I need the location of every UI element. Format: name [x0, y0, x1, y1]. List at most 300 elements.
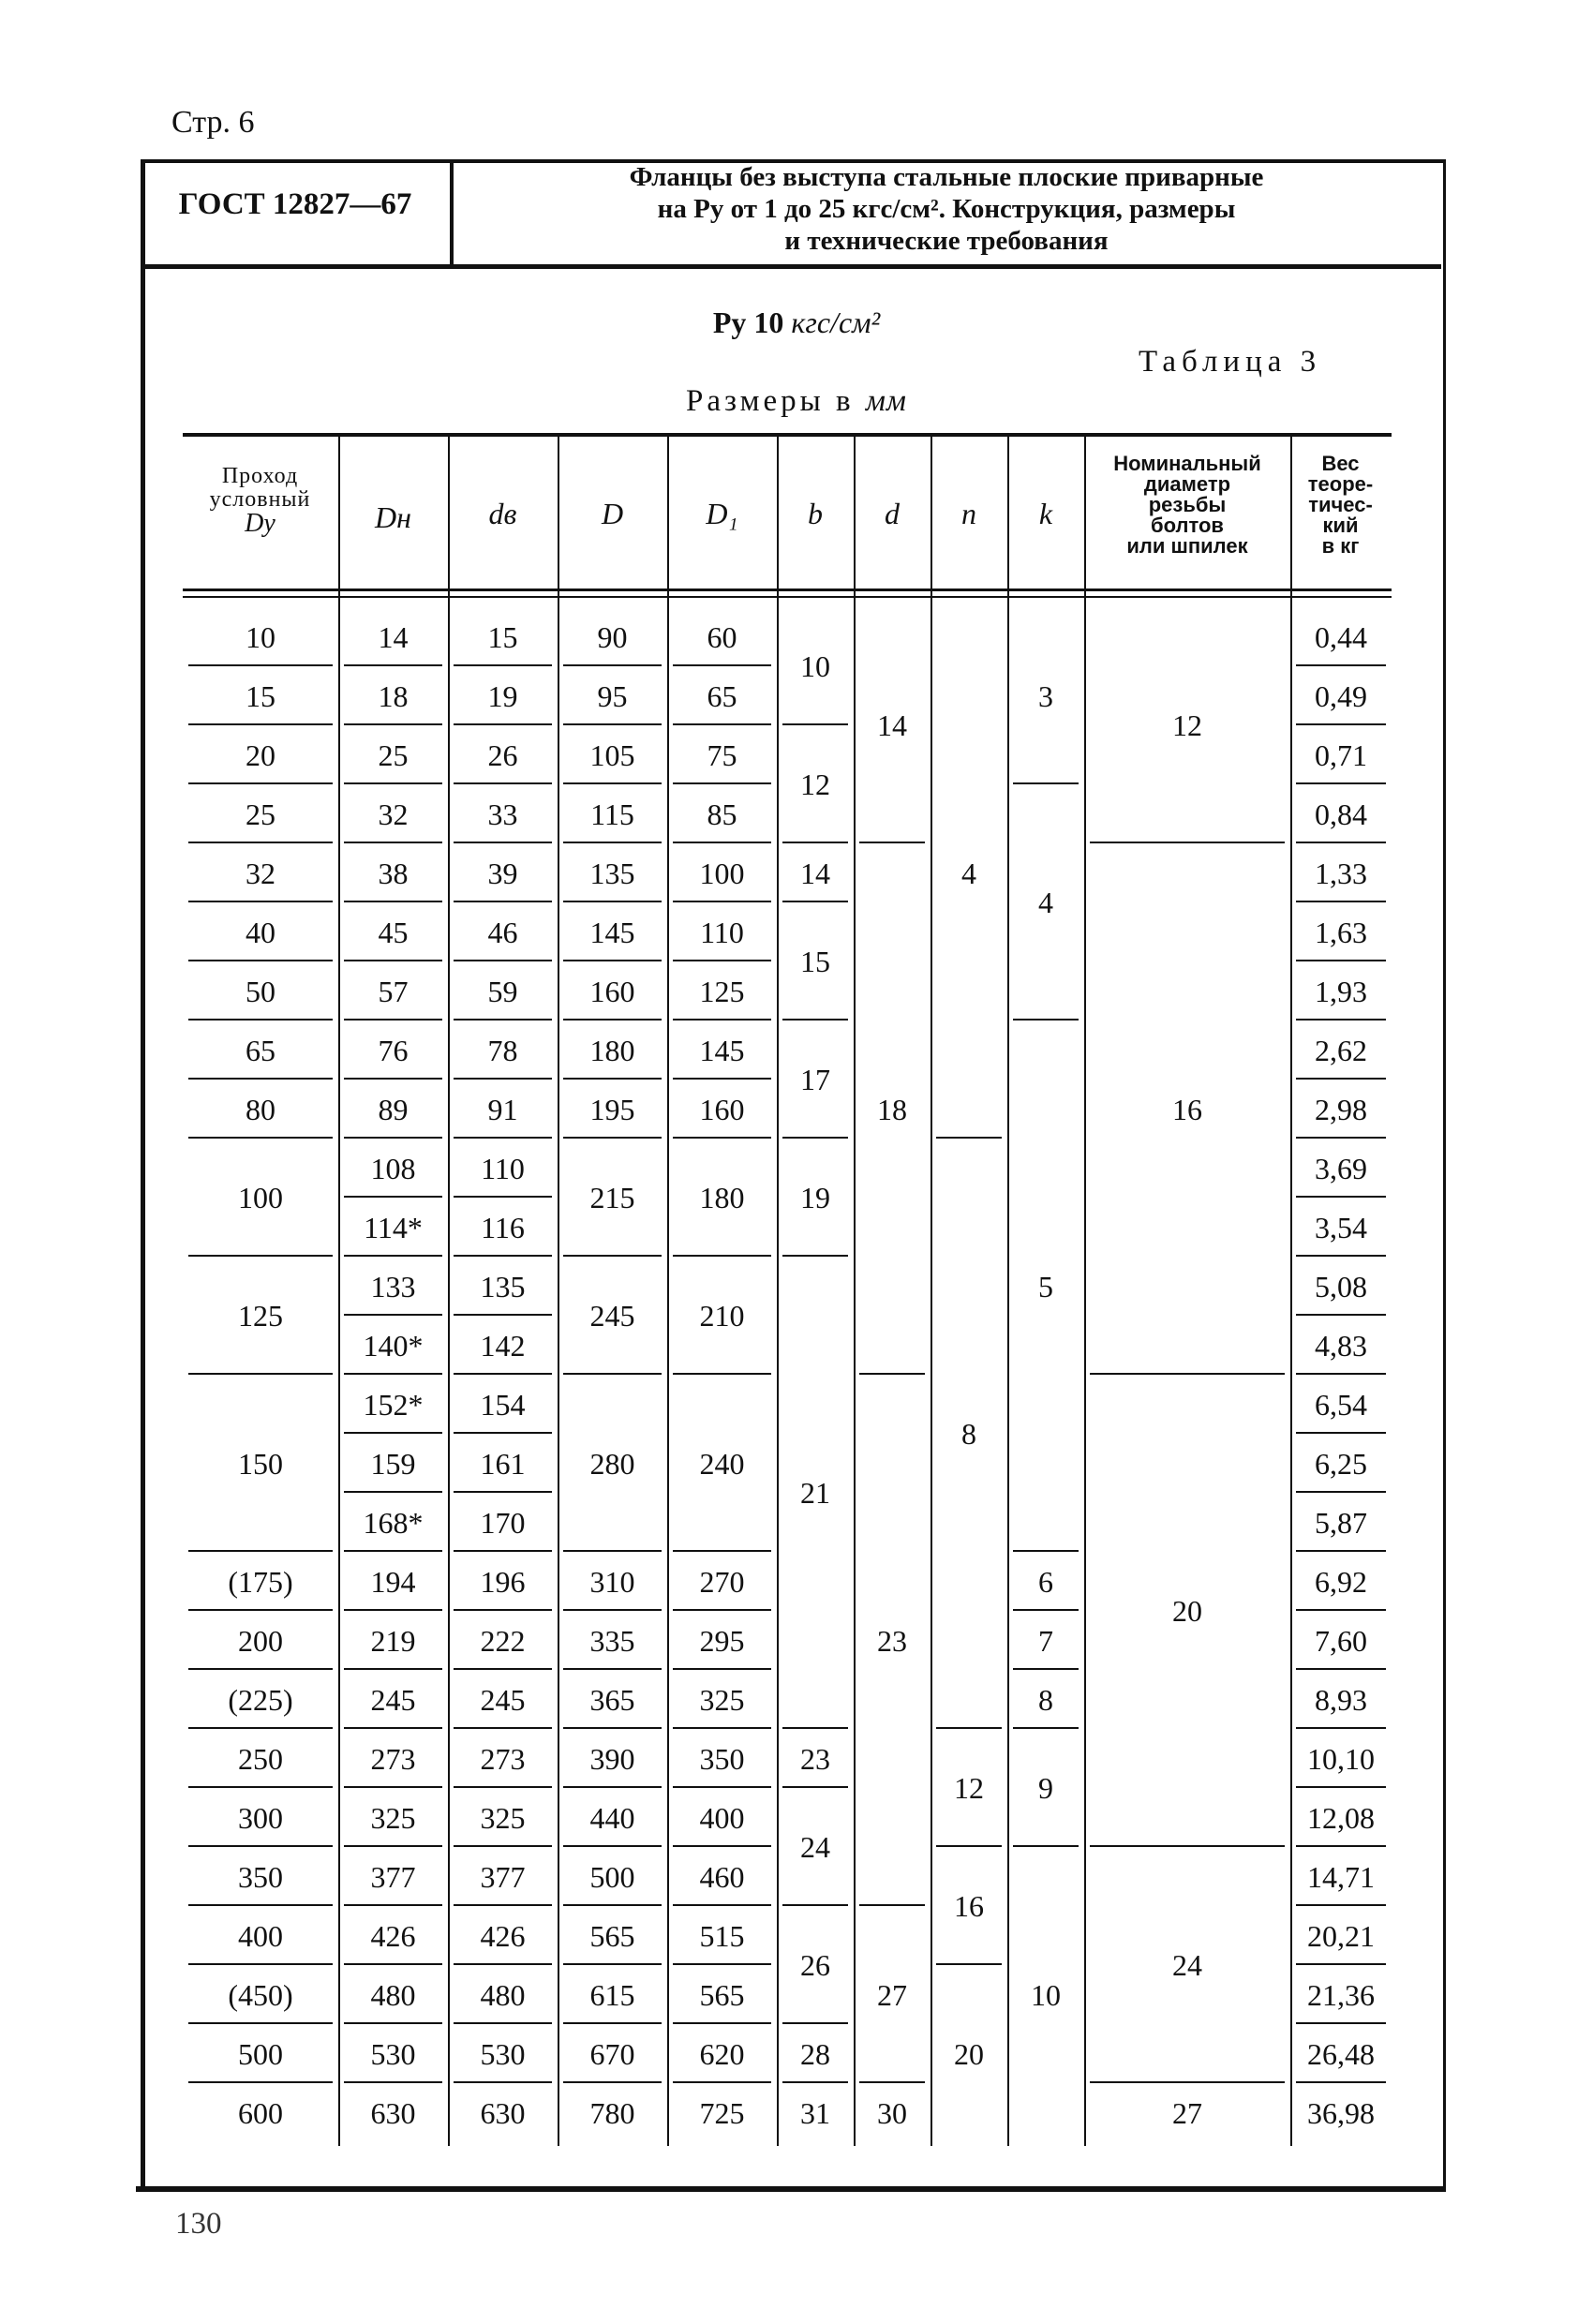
cell-weight: 12,08 — [1307, 1800, 1375, 1835]
cell-weight: 21,36 — [1307, 1977, 1375, 2012]
row-separator — [1090, 842, 1285, 843]
header-weight-line: в кг — [1321, 534, 1360, 558]
row-separator — [1296, 1609, 1386, 1611]
row-separator — [563, 2081, 662, 2083]
row-separator — [859, 2081, 925, 2083]
cell-D: 670 — [589, 2036, 635, 2071]
row-separator — [344, 1019, 442, 1020]
cell-D: 180 — [589, 1033, 635, 1067]
row-separator — [344, 1786, 442, 1788]
cell-n: 4 — [961, 856, 976, 890]
row-separator — [936, 1137, 1002, 1139]
pressure-caption — [0, 305, 1593, 340]
row-separator — [859, 842, 925, 843]
cell-dn: 32 — [378, 797, 409, 831]
table-header-rule-double — [183, 596, 1392, 598]
cell-weight: 0,71 — [1315, 737, 1367, 772]
dimensions-prefix: Размеры в — [686, 384, 855, 418]
cell-D1: 400 — [699, 1800, 745, 1835]
cell-k: 7 — [1038, 1623, 1053, 1658]
row-separator — [782, 2022, 848, 2024]
row-separator — [563, 960, 662, 961]
cell-weight: 0,84 — [1315, 797, 1367, 831]
row-separator — [454, 1373, 552, 1375]
row-separator — [344, 1491, 442, 1493]
row-separator — [1296, 1314, 1386, 1316]
cell-weight: 8,93 — [1315, 1682, 1367, 1717]
row-separator — [1296, 2022, 1386, 2024]
row-separator — [344, 1727, 442, 1729]
header-b: b — [808, 497, 823, 530]
cell-b: 26 — [800, 1948, 830, 1982]
title-line: и технические требования — [784, 226, 1109, 256]
row-separator — [188, 2022, 333, 2024]
row-separator — [563, 1786, 662, 1788]
cell-dn: 159 — [370, 1446, 416, 1481]
row-separator — [673, 842, 771, 843]
cell-D: 500 — [589, 1859, 635, 1894]
cell-n: 8 — [961, 1417, 976, 1451]
row-separator — [673, 1255, 771, 1257]
row-separator — [1296, 1845, 1386, 1847]
cell-weight: 2,98 — [1315, 1092, 1367, 1126]
cell-dy: 300 — [238, 1800, 283, 1835]
cell-D1: 100 — [699, 856, 745, 890]
header-weight — [1291, 454, 1390, 557]
cell-dn: 76 — [378, 1033, 409, 1067]
row-separator — [673, 1963, 771, 1965]
cell-dn: 57 — [378, 974, 409, 1008]
row-separator — [188, 1904, 333, 1906]
cell-dv: 161 — [480, 1446, 526, 1481]
header-weight-line: тичес- — [1308, 493, 1373, 516]
row-separator — [1013, 1550, 1079, 1552]
row-separator — [782, 842, 848, 843]
row-separator — [454, 782, 552, 784]
row-separator — [563, 1609, 662, 1611]
cell-dv: 15 — [487, 619, 518, 654]
cell-D: 135 — [589, 856, 635, 890]
row-separator — [344, 782, 442, 784]
row-separator — [1296, 723, 1386, 725]
row-separator — [1296, 1373, 1386, 1375]
pressure-unit: кгс/см² — [791, 305, 881, 339]
cell-D: 115 — [590, 797, 634, 831]
cell-weight: 5,87 — [1315, 1505, 1367, 1540]
header-D1: D₁ — [706, 497, 738, 530]
cell-D1: 65 — [707, 678, 737, 713]
page-label: Стр. 6 — [171, 105, 255, 140]
row-separator — [1296, 664, 1386, 666]
row-separator — [563, 1904, 662, 1906]
row-separator — [673, 2022, 771, 2024]
row-separator — [1013, 782, 1079, 784]
cell-dy: 125 — [238, 1299, 283, 1333]
cell-dv: 480 — [480, 1977, 526, 2012]
row-separator — [673, 901, 771, 902]
cell-D1: 725 — [699, 2095, 745, 2130]
cell-weight: 20,21 — [1307, 1918, 1375, 1953]
cell-D: 615 — [589, 1977, 635, 2012]
cell-d: 23 — [877, 1623, 907, 1658]
cell-b: 28 — [800, 2036, 830, 2071]
row-separator — [563, 723, 662, 725]
standard-header — [141, 159, 1441, 269]
cell-D1: 565 — [699, 1977, 745, 2012]
cell-dn: 480 — [370, 1977, 416, 2012]
header-dy-line: условный — [209, 487, 311, 512]
cell-b: 31 — [800, 2095, 830, 2130]
cell-D: 95 — [597, 678, 628, 713]
header-thread-line: или шпилек — [1126, 534, 1248, 558]
cell-dv: 26 — [487, 737, 518, 772]
row-separator — [188, 1255, 333, 1257]
cell-dv: 245 — [480, 1682, 526, 1717]
cell-dv: 135 — [480, 1269, 526, 1304]
table-label: Таблица 3 — [1139, 345, 1322, 379]
row-separator — [454, 1078, 552, 1080]
row-separator — [673, 1904, 771, 1906]
cell-dy: 32 — [246, 856, 275, 890]
cell-n: 20 — [954, 2036, 984, 2071]
row-separator — [454, 1196, 552, 1198]
row-separator — [936, 1963, 1002, 1965]
row-separator — [454, 1904, 552, 1906]
cell-d: 30 — [877, 2095, 907, 2130]
cell-D: 440 — [589, 1800, 635, 1835]
row-separator — [188, 723, 333, 725]
cell-dn: 45 — [378, 915, 409, 949]
row-separator — [344, 1078, 442, 1080]
cell-D1: 160 — [699, 1092, 745, 1126]
cell-D: 390 — [589, 1741, 635, 1776]
cell-dy: 20 — [246, 737, 275, 772]
cell-b: 24 — [800, 1830, 830, 1864]
cell-d: 27 — [877, 1977, 907, 2012]
row-separator — [454, 723, 552, 725]
cell-weight: 1,33 — [1315, 856, 1367, 890]
header-weight-line: кий — [1322, 514, 1359, 537]
row-separator — [454, 1491, 552, 1493]
title-line: Фланцы без выступа стальные плоские приварные — [629, 162, 1264, 192]
cell-D1: 60 — [707, 619, 737, 654]
cell-n: 12 — [954, 1771, 984, 1805]
row-separator — [782, 1137, 848, 1139]
row-separator — [454, 1137, 552, 1139]
cell-dv: 46 — [487, 915, 518, 949]
cell-weight: 6,92 — [1315, 1564, 1367, 1599]
row-separator — [782, 901, 848, 902]
cell-D: 245 — [589, 1299, 635, 1333]
row-separator — [454, 1019, 552, 1020]
table-header-rule — [183, 588, 1392, 591]
row-separator — [188, 1668, 333, 1670]
cell-thread: 27 — [1172, 2095, 1202, 2130]
row-separator — [782, 1904, 848, 1906]
cell-dy: 100 — [238, 1181, 283, 1214]
cell-k: 5 — [1038, 1269, 1053, 1304]
row-separator — [673, 1609, 771, 1611]
row-separator — [1296, 1668, 1386, 1670]
row-separator — [1013, 1845, 1079, 1847]
row-separator — [188, 842, 333, 843]
dimensions-caption — [0, 384, 1593, 419]
row-separator — [454, 1845, 552, 1847]
row-separator — [344, 1550, 442, 1552]
header-thread-line: болтов — [1151, 514, 1224, 537]
row-separator — [782, 1019, 848, 1020]
row-separator — [936, 1845, 1002, 1847]
cell-k: 6 — [1038, 1564, 1053, 1599]
table-top-rule — [183, 433, 1392, 437]
row-separator — [782, 2081, 848, 2083]
header-dy-line: Проход — [221, 464, 299, 488]
row-separator — [188, 1550, 333, 1552]
row-separator — [563, 1963, 662, 1965]
row-separator — [1090, 1845, 1285, 1847]
row-separator — [344, 664, 442, 666]
cell-dv: 630 — [480, 2095, 526, 2130]
cell-dy: 250 — [238, 1741, 283, 1776]
row-separator — [454, 901, 552, 902]
row-separator — [673, 664, 771, 666]
row-separator — [344, 901, 442, 902]
cell-D: 215 — [589, 1181, 635, 1214]
header-thread-line: резьбы — [1148, 493, 1227, 516]
cell-k: 4 — [1038, 886, 1053, 919]
cell-n: 16 — [954, 1889, 984, 1923]
header-weight-line: теоре- — [1307, 472, 1374, 496]
cell-dn: 245 — [370, 1682, 416, 1717]
cell-D1: 460 — [699, 1859, 745, 1894]
cell-dv: 110 — [481, 1151, 525, 1185]
cell-k: 3 — [1038, 678, 1053, 713]
cell-dn: 426 — [370, 1918, 416, 1953]
row-separator — [673, 1373, 771, 1375]
row-separator — [1013, 1019, 1079, 1020]
row-separator — [344, 960, 442, 961]
cell-D: 335 — [589, 1623, 635, 1658]
row-separator — [188, 901, 333, 902]
row-separator — [344, 1432, 442, 1434]
row-separator — [1296, 1904, 1386, 1906]
row-separator — [673, 782, 771, 784]
row-separator — [563, 901, 662, 902]
row-separator — [454, 1550, 552, 1552]
cell-dy: 200 — [238, 1623, 283, 1658]
cell-k: 10 — [1031, 1977, 1061, 2012]
row-separator — [1296, 1550, 1386, 1552]
row-separator — [344, 1668, 442, 1670]
cell-dv: 19 — [487, 678, 518, 713]
row-separator — [673, 1727, 771, 1729]
cell-b: 21 — [800, 1476, 830, 1510]
cell-D1: 145 — [699, 1033, 745, 1067]
row-separator — [673, 1786, 771, 1788]
cell-dn: 114* — [364, 1210, 423, 1244]
row-separator — [1013, 1609, 1079, 1611]
header-weight-line: Вес — [1321, 452, 1360, 475]
cell-d: 14 — [877, 708, 907, 742]
cell-dn: 18 — [378, 678, 409, 713]
row-separator — [563, 1727, 662, 1729]
cell-dv: 78 — [487, 1033, 518, 1067]
cell-dv: 116 — [481, 1210, 525, 1244]
cell-k: 9 — [1038, 1771, 1053, 1805]
cell-d: 18 — [877, 1092, 907, 1126]
cell-b: 15 — [800, 945, 830, 978]
row-separator — [344, 1137, 442, 1139]
cell-D: 160 — [589, 974, 635, 1008]
cell-weight: 3,54 — [1315, 1210, 1367, 1244]
row-separator — [1296, 960, 1386, 961]
row-separator — [859, 1373, 925, 1375]
row-separator — [563, 1019, 662, 1020]
cell-dn: 152* — [363, 1387, 424, 1422]
cell-b: 19 — [800, 1181, 830, 1214]
cell-thread: 24 — [1172, 1948, 1202, 1982]
header-dv: dв — [488, 497, 517, 530]
row-separator — [188, 1963, 333, 1965]
row-separator — [563, 1668, 662, 1670]
cell-dy: 500 — [238, 2036, 283, 2071]
column-divider — [777, 435, 779, 2146]
cell-D1: 210 — [699, 1299, 745, 1333]
row-separator — [1296, 1255, 1386, 1257]
cell-dn: 273 — [370, 1741, 416, 1776]
cell-dy: 10 — [246, 619, 275, 654]
row-separator — [563, 1845, 662, 1847]
header-dy-symbol: Dу — [245, 509, 275, 538]
row-separator — [1013, 1727, 1079, 1729]
row-separator — [188, 1609, 333, 1611]
row-separator — [188, 1078, 333, 1080]
column-divider — [1084, 435, 1086, 2146]
row-separator — [454, 960, 552, 961]
row-separator — [344, 723, 442, 725]
cell-weight: 14,71 — [1307, 1859, 1375, 1894]
cell-dv: 426 — [480, 1918, 526, 1953]
cell-dy: 65 — [246, 1033, 275, 1067]
cell-weight: 2,62 — [1315, 1033, 1367, 1067]
cell-dn: 108 — [370, 1151, 416, 1185]
cell-dv: 196 — [480, 1564, 526, 1599]
header-thread-line: диаметр — [1143, 472, 1231, 496]
cell-dn: 194 — [370, 1564, 416, 1599]
row-separator — [1296, 1432, 1386, 1434]
cell-D: 280 — [589, 1446, 635, 1481]
row-separator — [344, 2022, 442, 2024]
row-separator — [673, 723, 771, 725]
row-separator — [454, 1609, 552, 1611]
cell-weight: 4,83 — [1315, 1328, 1367, 1363]
cell-weight: 1,93 — [1315, 974, 1367, 1008]
cell-D1: 515 — [699, 1918, 745, 1953]
cell-weight: 26,48 — [1307, 2036, 1375, 2071]
cell-dv: 273 — [480, 1741, 526, 1776]
row-separator — [1296, 782, 1386, 784]
row-separator — [344, 2081, 442, 2083]
cell-D: 565 — [589, 1918, 635, 1953]
row-separator — [454, 842, 552, 843]
cell-dn: 25 — [378, 737, 409, 772]
row-separator — [188, 1373, 333, 1375]
row-separator — [673, 1550, 771, 1552]
row-separator — [1296, 1078, 1386, 1080]
cell-dy: 150 — [238, 1446, 283, 1481]
cell-D: 145 — [589, 915, 635, 949]
row-separator — [344, 1904, 442, 1906]
cell-weight: 0,44 — [1315, 619, 1367, 654]
header-d: d — [885, 497, 900, 530]
page-number: 130 — [175, 2207, 222, 2241]
row-separator — [563, 842, 662, 843]
row-separator — [1090, 1373, 1285, 1375]
row-separator — [454, 1314, 552, 1316]
row-separator — [454, 1255, 552, 1257]
row-separator — [782, 1786, 848, 1788]
row-separator — [1296, 1727, 1386, 1729]
pressure-value: Pу 10 — [712, 305, 784, 339]
cell-weight: 0,49 — [1315, 678, 1367, 713]
cell-D1: 180 — [699, 1181, 745, 1214]
row-separator — [344, 1609, 442, 1611]
row-separator — [859, 1904, 925, 1906]
row-separator — [563, 782, 662, 784]
row-separator — [1090, 2081, 1285, 2083]
cell-weight: 36,98 — [1307, 2095, 1375, 2130]
cell-D1: 110 — [700, 915, 744, 949]
row-separator — [782, 1727, 848, 1729]
row-separator — [188, 1019, 333, 1020]
row-separator — [782, 723, 848, 725]
row-separator — [1296, 1963, 1386, 1965]
row-separator — [1296, 1137, 1386, 1139]
cell-dv: 39 — [487, 856, 518, 890]
cell-D1: 295 — [699, 1623, 745, 1658]
header-D: D — [601, 497, 624, 530]
cell-dn: 377 — [370, 1859, 416, 1894]
cell-dy: 15 — [246, 678, 275, 713]
header-dy — [183, 464, 337, 538]
row-separator — [454, 1963, 552, 1965]
row-separator — [454, 1668, 552, 1670]
row-separator — [563, 1373, 662, 1375]
cell-dv: 154 — [480, 1387, 526, 1422]
cell-weight: 7,60 — [1315, 1623, 1367, 1658]
header-n: n — [961, 497, 976, 530]
standard-title — [464, 161, 1429, 257]
cell-D: 365 — [589, 1682, 635, 1717]
cell-dn: 14 — [378, 619, 409, 654]
cell-dv: 142 — [480, 1328, 526, 1363]
title-line: на Pу от 1 до 25 кгс/см². Конструкция, размеры — [657, 194, 1236, 224]
column-divider — [854, 435, 856, 2146]
row-separator — [1296, 1491, 1386, 1493]
row-separator — [1296, 2081, 1386, 2083]
cell-D1: 620 — [699, 2036, 745, 2071]
cell-weight: 3,69 — [1315, 1151, 1367, 1185]
cell-D1: 125 — [699, 974, 745, 1008]
row-separator — [563, 664, 662, 666]
row-separator — [1296, 901, 1386, 902]
cell-dv: 91 — [487, 1092, 518, 1126]
row-separator — [1296, 1196, 1386, 1198]
row-separator — [454, 1727, 552, 1729]
cell-dy: (225) — [228, 1682, 293, 1717]
row-separator — [188, 782, 333, 784]
cell-dy: 50 — [246, 974, 275, 1008]
